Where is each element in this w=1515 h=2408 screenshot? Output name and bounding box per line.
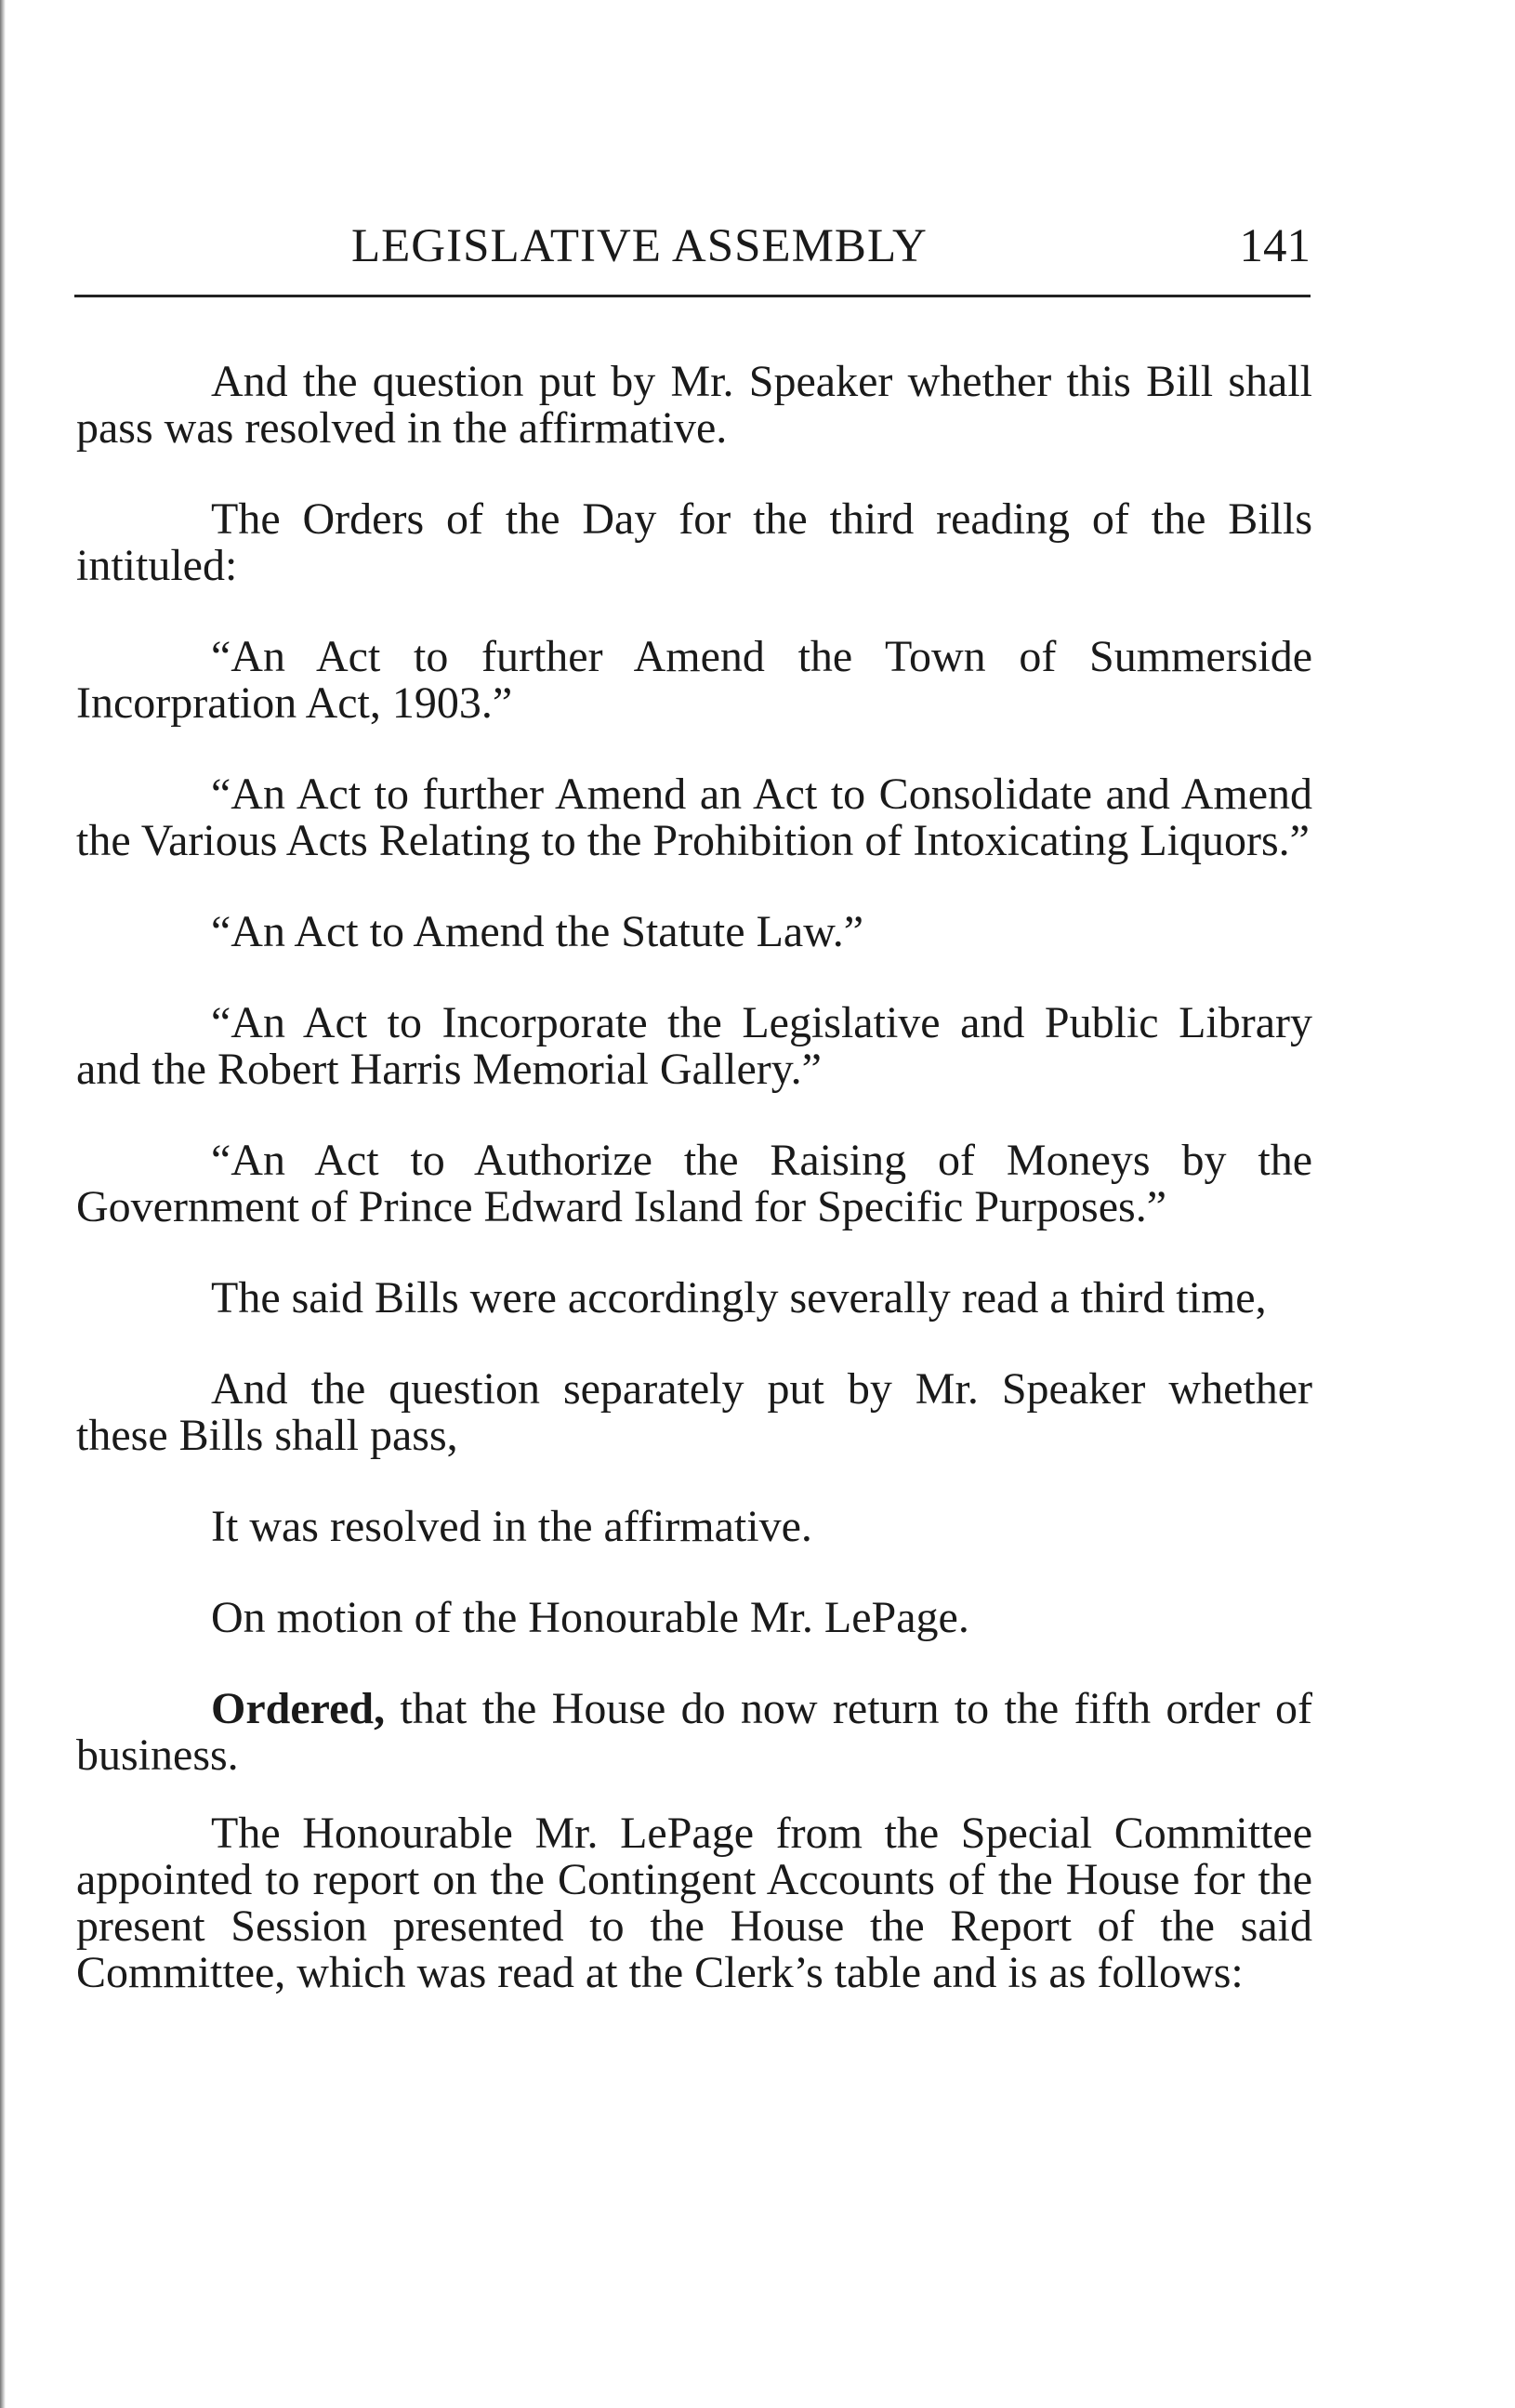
bill-title-moneys: “An Act to Authorize the Raising of Moneys by the Government of Prince Edward Island for Specific Purposes.” bbox=[76, 1136, 1312, 1231]
bill-title-summerside: “An Act to further Amend the Town of Summerside Incorpration Act, 1903.” bbox=[76, 632, 1312, 728]
bill-title-library: “An Act to Incorporate the Legislative and Public Library and the Robert Harris Memorial Gallery.” bbox=[76, 998, 1312, 1094]
body-text bbox=[76, 359, 1312, 2041]
page-number: 141 bbox=[1239, 220, 1311, 272]
paragraph-resolved: It was resolved in the affirmative. bbox=[211, 1502, 812, 1551]
paragraph-question-put: And the question separately put by Mr. Speaker whether these Bills shall pass, bbox=[76, 1364, 1312, 1460]
page-binding-edge bbox=[0, 0, 6, 2408]
running-header bbox=[74, 219, 1311, 284]
ordered-label: Ordered, bbox=[211, 1684, 386, 1733]
paragraph-orders-of-day: The Orders of the Day for the third reading of the Bills intituled: bbox=[76, 494, 1312, 590]
bill-title-statute-law: “An Act to Amend the Statute Law.” bbox=[211, 907, 864, 956]
paragraph-motion: On motion of the Honourable Mr. LePage. bbox=[211, 1593, 969, 1642]
paragraph-committee-report: The Honourable Mr. LePage from the Special Committee appointed to report on the Contingent Accounts of the House for the present Session presented to the House the Report of the said Committee, which was read at the Clerk’s table and is as follows: bbox=[76, 1809, 1312, 1997]
paragraph-ordered bbox=[76, 1686, 1312, 1779]
ordered-text: that the House do now return to the fifth order of business. bbox=[76, 1684, 1312, 1780]
bill-title-prohibition: “An Act to further Amend an Act to Consolidate and Amend the Various Acts Relating to the Prohibition of Intoxicating Liquors.” bbox=[76, 770, 1312, 865]
header-rule bbox=[74, 295, 1311, 297]
paragraph-bill-passed: And the question put by Mr. Speaker whether this Bill shall pass was resolved in the affirmative. bbox=[76, 357, 1312, 453]
header-title: LEGISLATIVE ASSEMBLY bbox=[351, 220, 928, 272]
paragraph-third-reading: The said Bills were accordingly severally read a third time, bbox=[211, 1273, 1267, 1322]
